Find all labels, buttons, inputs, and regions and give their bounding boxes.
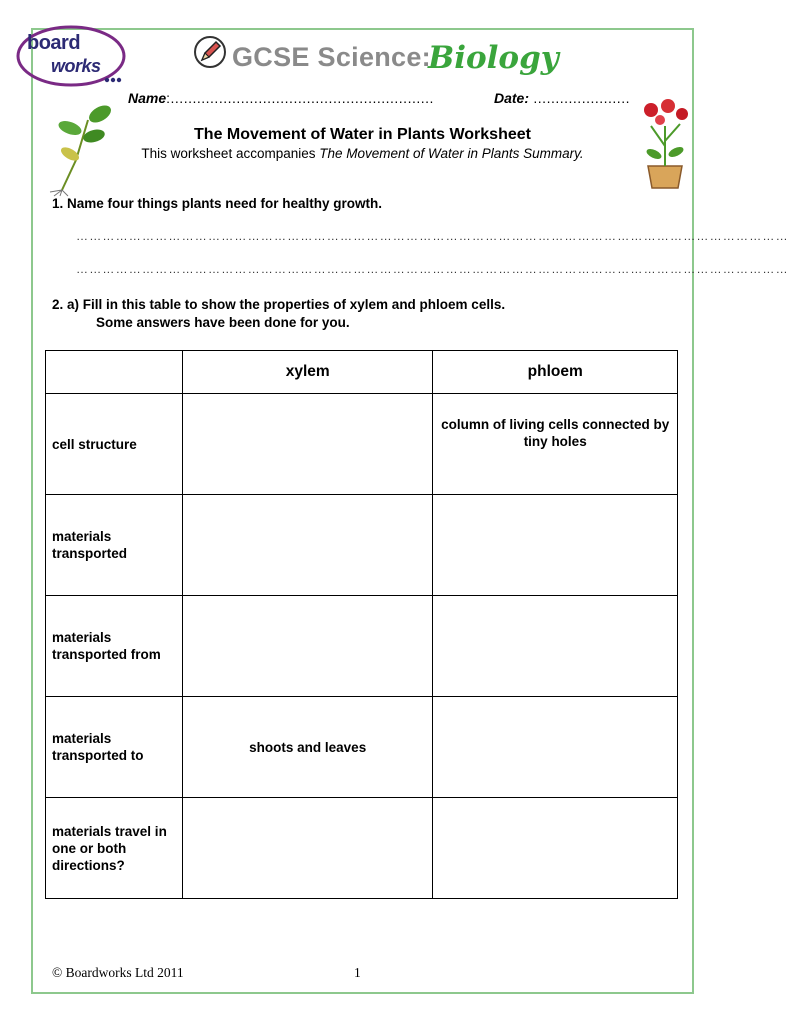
boardworks-logo xyxy=(15,24,127,88)
answer-line[interactable]: ……………………………………………………………………………………………………………………………………………… xyxy=(76,262,789,276)
table-row xyxy=(46,495,678,596)
row-label: materials transported from xyxy=(46,596,183,697)
answer-line[interactable]: ……………………………………………………………………………………………………………………………………………… xyxy=(76,229,789,243)
xylem-cell[interactable] xyxy=(182,596,432,697)
pencil-icon xyxy=(192,34,228,70)
page-number: 1 xyxy=(354,965,361,980)
date-field xyxy=(494,90,630,106)
logo-word-works: works xyxy=(51,56,101,76)
xylem-cell[interactable]: shoots and leaves xyxy=(182,697,432,798)
subtitle-reference: The Movement of Water in Plants Summary. xyxy=(319,146,584,161)
row-label: materials travel in one or both directions? xyxy=(46,798,183,899)
date-dots: ...................... xyxy=(529,90,630,106)
name-dots: :............................................................ xyxy=(166,90,434,106)
row-label: cell structure xyxy=(46,394,183,495)
phloem-cell[interactable]: column of living cells connected by tiny holes xyxy=(433,394,678,495)
footer-copyright: © Boardworks Ltd 2011 xyxy=(52,965,184,980)
logo-word-board: board xyxy=(27,32,81,54)
table-row xyxy=(46,697,678,798)
worksheet-title: The Movement of Water in Plants Worksheet xyxy=(194,126,531,143)
row-label: materials transported xyxy=(46,495,183,596)
table-header-blank xyxy=(46,351,183,394)
worksheet-subtitle xyxy=(0,146,725,161)
question-2a-line1: 2. a) Fill in this table to show the properties of xylem and phloem cells. xyxy=(52,297,506,312)
phloem-cell[interactable] xyxy=(433,596,678,697)
xylem-phloem-table xyxy=(45,350,678,899)
question-1: 1. Name four things plants need for healthy growth. xyxy=(52,196,383,211)
date-label: Date: xyxy=(494,90,530,106)
subtitle-prefix: This worksheet accompanies xyxy=(141,146,320,161)
xylem-cell[interactable] xyxy=(182,495,432,596)
table-header-phloem: phloem xyxy=(433,351,678,394)
phloem-cell[interactable] xyxy=(433,798,678,899)
xylem-cell[interactable] xyxy=(182,798,432,899)
name-field xyxy=(128,90,434,106)
phloem-cell[interactable] xyxy=(433,495,678,596)
table-row xyxy=(46,394,678,495)
xylem-cell[interactable] xyxy=(182,394,432,495)
name-label: Name xyxy=(128,90,167,106)
banner-gcse-science: GCSE Science: xyxy=(232,42,431,72)
question-2a-line2: Some answers have been done for you. xyxy=(96,315,350,330)
table-row xyxy=(46,798,678,899)
table-header-row xyxy=(46,351,678,394)
banner-biology: Biology xyxy=(428,40,559,76)
table-header-xylem: xylem xyxy=(182,351,432,394)
row-label: materials transported to xyxy=(46,697,183,798)
phloem-cell[interactable] xyxy=(433,697,678,798)
question-2a xyxy=(52,296,505,332)
table-row xyxy=(46,596,678,697)
